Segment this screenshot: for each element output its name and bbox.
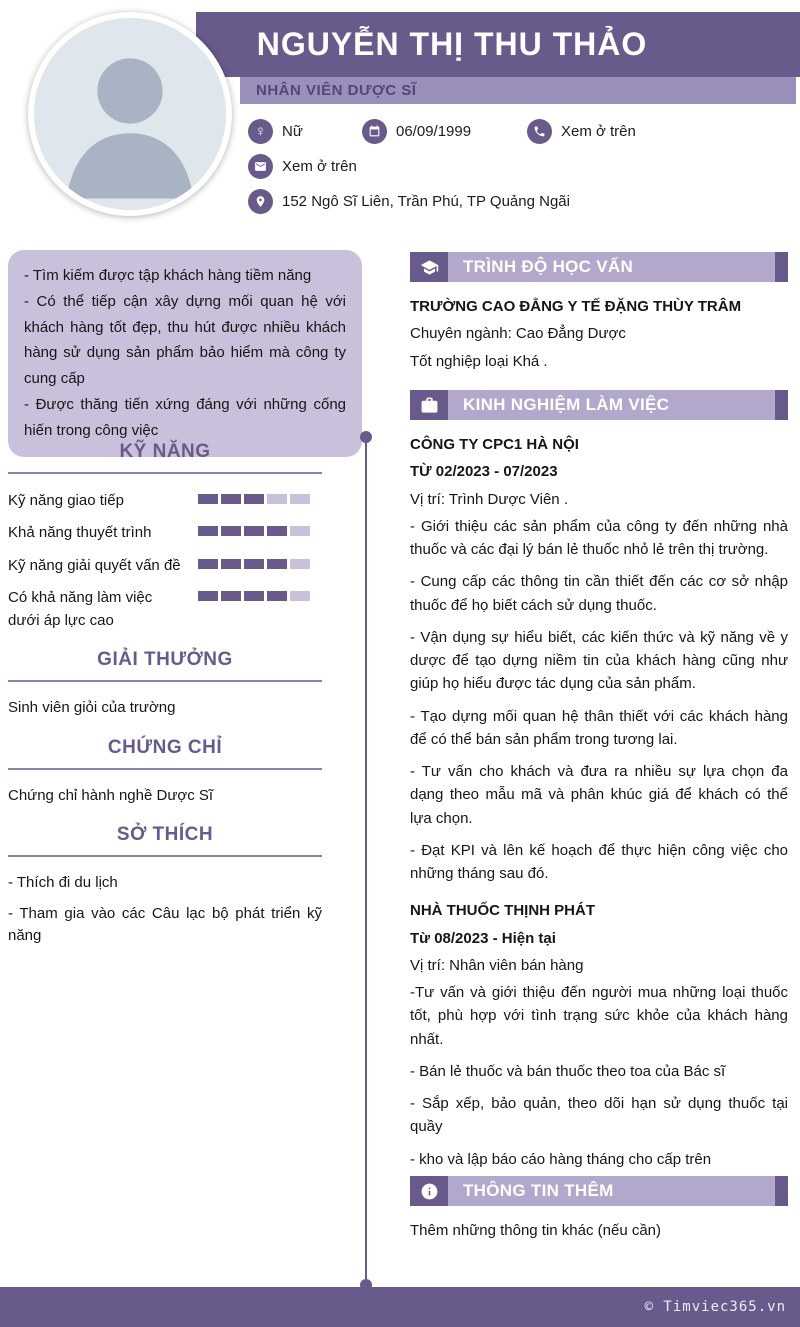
awards-section: [8, 649, 322, 720]
skill-segment: [267, 494, 287, 504]
hobby-item: - Tham gia vào các Câu lạc bộ phát triển kỹ năng: [8, 904, 322, 945]
avatar-placeholder-image: [34, 18, 226, 210]
skill-segment: [198, 494, 218, 504]
section-end-cap: [775, 252, 788, 282]
additional-info-section: [410, 1176, 788, 1246]
additional-info-body: [410, 1219, 788, 1242]
info-circle-icon: [410, 1176, 448, 1206]
hobbies-title: SỞ THÍCH: [116, 824, 214, 846]
email-value: Xem ở trên: [282, 158, 357, 175]
gender-icon: ♀: [248, 119, 273, 144]
contact-gender: [248, 119, 303, 144]
additional-info-title-band: [448, 1176, 775, 1206]
hobbies-section: [8, 824, 322, 948]
skill-segment: [290, 526, 310, 536]
job-detail: - kho và lập báo cáo hàng tháng cho cấp trên: [410, 1150, 712, 1168]
objective-line: - Được thăng tiến xứng đáng với những cống hiến trong công việc: [24, 395, 346, 439]
contact-dob: [362, 119, 471, 144]
skill-segment: [244, 526, 264, 536]
job-detail: - Vận dụng sự hiểu biết, các kiến thức và kỹ năng về y dược để tạo dựng niềm tin của khách hàng cũng như giúp họ hiểu được tác dụng của sản phẩm.: [410, 628, 788, 693]
header-band: [196, 12, 800, 77]
skill-segment: [244, 591, 264, 601]
skill-segment: [198, 526, 218, 536]
skill-label: Kỹ năng giải quyết vấn đề: [8, 556, 181, 574]
job-company: CÔNG TY CPC1 HÀ NỘI: [410, 436, 579, 453]
education-header: [410, 252, 788, 282]
award-item: Sinh viên giỏi của trường: [8, 699, 176, 717]
education-major: Chuyên ngành: Cao Đẳng Dược: [410, 325, 626, 343]
section-underline: [8, 855, 322, 857]
additional-info-header: [410, 1176, 788, 1206]
job-period: Từ 08/2023 - Hiện tại: [410, 929, 556, 947]
job-detail: - Tư vấn cho khách và đưa ra nhiều sự lựa chọn đa dạng theo mẫu mã và phân khúc giá để khách có thể lựa chọn.: [410, 763, 788, 827]
phone-value: Xem ở trên: [561, 123, 636, 140]
calendar-icon: [362, 119, 387, 144]
contact-address: [248, 189, 570, 214]
objective-line: - Tìm kiếm được tập khách hàng tiềm năng: [24, 267, 312, 284]
objective-line: - Có thể tiếp cận xây dựng mối quan hệ với khách hàng tốt đẹp, thu hút được nhiều khách hàng sử dụng sản phẩm bảo hiểm mà công ty cung cấp: [24, 292, 346, 388]
graduation-cap-icon: [410, 252, 448, 282]
skill-segment: [221, 559, 241, 569]
left-column: [8, 441, 322, 965]
job-company: NHÀ THUỐC THỊNH PHÁT: [410, 902, 595, 920]
job-title-band: [240, 77, 796, 104]
skill-label: Có khả năng làm việc dưới áp lực cao: [8, 588, 153, 629]
skill-label: Khả năng thuyết trình: [8, 524, 152, 542]
gender-value: Nữ: [282, 123, 303, 140]
skill-segment: [290, 591, 310, 601]
additional-info-title: THÔNG TIN THÊM: [463, 1181, 614, 1200]
timeline-line: [365, 437, 367, 1282]
awards-title: GIẢI THƯỞNG: [97, 649, 233, 671]
hobby-item: - Thích đi du lịch: [8, 874, 118, 892]
skill-segment: [198, 591, 218, 601]
job-title: NHÂN VIÊN DƯỢC SĨ: [256, 82, 417, 99]
section-underline: [8, 472, 322, 474]
candidate-name: NGUYỄN THỊ THU THẢO: [256, 26, 648, 62]
experience-header: [410, 390, 788, 420]
skill-segment: [198, 559, 218, 569]
copyright-text: © Timviec365.vn: [644, 1299, 786, 1315]
contact-phone: [527, 119, 636, 144]
job-detail: - Sắp xếp, bảo quản, theo dõi hạn sử dụng thuốc tại quầy: [410, 1095, 788, 1136]
skill-item: [8, 586, 322, 633]
skill-segment: [290, 494, 310, 504]
skill-level-bar: [198, 526, 310, 536]
skill-segment: [267, 526, 287, 536]
location-pin-icon: [248, 189, 273, 214]
address-value: 152 Ngô Sĩ Liên, Trần Phú, TP Quảng Ngãi: [282, 193, 570, 210]
footer-band: [0, 1287, 800, 1327]
skill-level-bar: [198, 494, 310, 504]
contact-email: [248, 154, 357, 179]
section-end-cap: [775, 390, 788, 420]
education-section: [410, 252, 788, 377]
skill-item: [8, 521, 322, 544]
experience-title-band: [448, 390, 775, 420]
phone-icon: [527, 119, 552, 144]
envelope-icon: [248, 154, 273, 179]
school-name: TRƯỜNG CAO ĐẲNG Y TẾ ĐẶNG THÙY TRÂM: [410, 298, 742, 315]
job-detail: -Tư vấn và giới thiệu đến người mua những loại thuốc tốt, phù hợp với tình trạng sức khỏe của khách hàng nhất.: [410, 984, 788, 1048]
job-detail: - Bán lẻ thuốc và bán thuốc theo toa của Bác sĩ: [410, 1062, 726, 1080]
skill-segment: [267, 559, 287, 569]
skill-segment: [244, 494, 264, 504]
certificate-item: Chứng chỉ hành nghề Dược Sĩ: [8, 786, 214, 804]
skill-segment: [221, 591, 241, 601]
skill-segment: [244, 559, 264, 569]
section-underline: [8, 768, 322, 770]
section-end-cap: [775, 1176, 788, 1206]
skill-segment: [221, 526, 241, 536]
job-detail: - Cung cấp các thông tin cần thiết đến các cơ sở nhập thuốc để họ biết cách sử dụng thuốc.: [410, 573, 788, 614]
skill-item: [8, 554, 322, 577]
dob-value: 06/09/1999: [396, 123, 472, 140]
experience-section: [410, 390, 788, 1180]
skill-segment: [290, 559, 310, 569]
additional-info-text: Thêm những thông tin khác (nếu cần): [410, 1222, 662, 1239]
skills-section: [8, 441, 322, 632]
job-detail: - Giới thiệu các sản phẩm của công ty đến những nhà thuốc và các đại lý bán lẻ thuốc nhỏ lẻ trên thị trường.: [410, 517, 788, 558]
education-title: TRÌNH ĐỘ HỌC VẤN: [463, 257, 634, 276]
skill-level-bar: [198, 591, 310, 601]
education-grade: Tốt nghiệp loại Khá .: [410, 352, 548, 370]
job-detail: - Tạo dựng mối quan hệ thân thiết với các khách hàng để có thể bán sản phẩm trong tương lai.: [410, 707, 788, 748]
experience-title: KINH NGHIỆM LÀM VIỆC: [463, 395, 670, 414]
section-underline: [8, 680, 322, 682]
experience-body: [410, 433, 788, 1171]
job-detail: - Đạt KPI và lên kế hoạch để thực hiện công việc cho những tháng sau đó.: [410, 841, 788, 882]
education-title-band: [448, 252, 775, 282]
job-period: TỪ 02/2023 - 07/2023: [410, 463, 558, 481]
certificates-title: CHỨNG CHỈ: [107, 736, 223, 758]
briefcase-icon: [410, 390, 448, 420]
skill-segment: [221, 494, 241, 504]
job-position: Vị trí: Trình Dược Viên .: [410, 490, 568, 508]
career-objective-box: [8, 250, 362, 457]
skill-level-bar: [198, 559, 310, 569]
skill-segment: [267, 591, 287, 601]
certificates-section: [8, 737, 322, 808]
skill-label: Kỹ năng giao tiếp: [8, 492, 124, 509]
skills-title: KỸ NĂNG: [119, 441, 211, 462]
skill-item: [8, 489, 322, 512]
job-position: Vị trí: Nhân viên bán hàng: [410, 956, 584, 974]
education-body: [410, 295, 788, 373]
avatar: [28, 12, 232, 216]
